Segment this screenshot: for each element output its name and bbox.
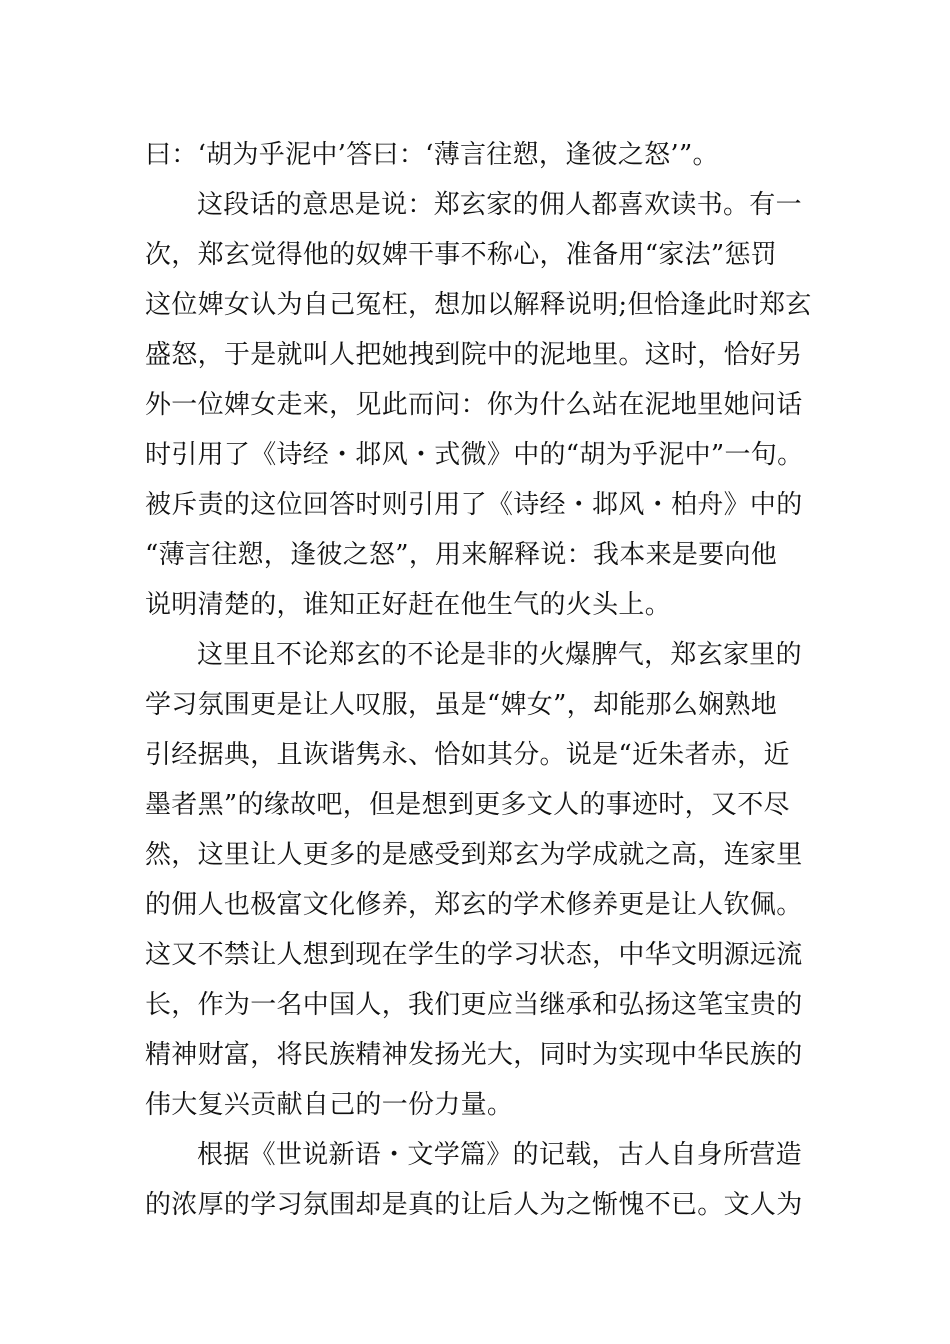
text-line: 墨者黑”的缘故吧，但是想到更多文人的事迹时，又不尽 [145,790,790,820]
text-line: 被斥责的这位回答时则引用了《诗经・邶风・柏舟》中的 [145,490,803,520]
text-line: 的佣人也极富文化修养，郑玄的学术修养更是让人钦佩。 [145,890,803,920]
text-line: 这里且不论郑玄的不论是非的火爆脾气，郑玄家里的 [197,640,802,670]
text-line: 精神财富，将民族精神发扬光大，同时为实现中华民族的 [145,1040,803,1070]
text-line: 次，郑玄觉得他的奴婢干事不称心，准备用“家法”惩罚 [145,240,778,270]
text-line: 的浓厚的学习氛围却是真的让后人为之惭愧不已。文人为 [145,1190,803,1220]
text-line: 说明清楚的，谁知正好赶在他生气的火头上。 [145,590,672,620]
text-line: 这段话的意思是说：郑玄家的佣人都喜欢读书。有一 [197,190,802,220]
text-line: 时引用了《诗经・邶风・式微》中的“胡为乎泥中”一句。 [145,440,804,470]
text-line: 长，作为一名中国人，我们更应当继承和弘扬这笔宝贵的 [145,990,803,1020]
text-line: 这位婢女认为自己冤枉，想加以解释说明;但恰逢此时郑玄 [145,290,812,320]
text-line: 然，这里让人更多的是感受到郑玄为学成就之高，连家里 [145,840,803,870]
text-line: “薄言往愬，逢彼之怒”，用来解释说：我本来是要向他 [145,540,778,570]
text-line: 学习氛围更是让人叹服，虽是“婢女”，却能那么娴熟地 [145,690,778,720]
text-line: 曰：‘胡为乎泥中’答曰：‘薄言往愬，逢彼之怒’”。 [145,140,719,170]
body-text [145,130,813,1230]
text-line: 伟大复兴贡献自己的一份力量。 [145,1090,514,1120]
text-line: 这又不禁让人想到现在学生的学习状态，中华文明源远流 [145,940,803,970]
text-line: 盛怒，于是就叫人把她拽到院中的泥地里。这时，恰好另 [145,340,803,370]
text-line: 根据《世说新语・文学篇》的记载，古人自身所营造 [197,1140,802,1170]
text-line: 引经据典，且诙谐隽永、恰如其分。说是“近朱者赤，近 [145,740,790,770]
text-line: 外一位婢女走来，见此而问：你为什么站在泥地里她问话 [145,390,803,420]
